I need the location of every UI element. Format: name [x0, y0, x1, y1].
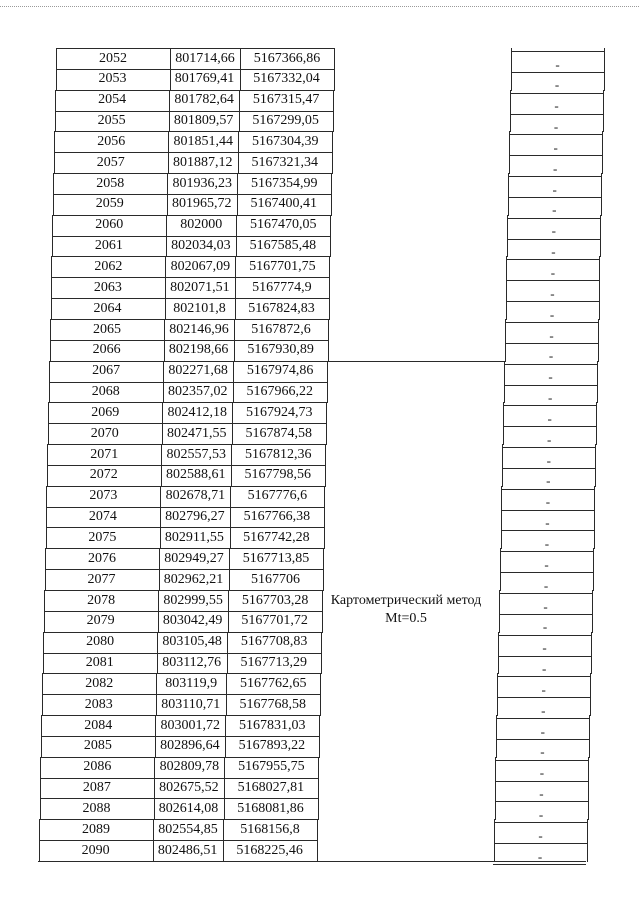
coordinate-x: 802949,27	[164, 550, 224, 566]
coordinate-y: 5167321,34	[251, 154, 318, 170]
coordinate-y: 5168081,86	[237, 800, 304, 816]
col-line-5	[604, 48, 605, 70]
point-number: 2061	[94, 238, 123, 254]
coordinate-x: 801936,23	[172, 175, 232, 191]
dash-cell: -	[554, 77, 560, 93]
coordinate-y: 5167774,9	[252, 279, 312, 295]
dash-cell: -	[544, 556, 549, 572]
col-line-3	[317, 840, 318, 862]
dash-cell: -	[555, 56, 560, 72]
col-line-3	[323, 569, 324, 591]
coordinate-y: 5167742,28	[243, 529, 310, 545]
point-number: 2068	[91, 384, 120, 400]
col-line-3	[331, 173, 332, 195]
coordinate-x: 802071,51	[170, 279, 230, 295]
point-number: 2089	[82, 821, 110, 837]
coordinate-y: 5168156,8	[240, 821, 300, 837]
col-line-3	[326, 402, 327, 424]
coordinate-y: 5167776,6	[247, 488, 308, 504]
col-line-3	[325, 465, 326, 487]
col-line-3	[332, 152, 333, 174]
col-line-3	[323, 548, 324, 570]
coordinate-x: 802554,85	[158, 821, 218, 837]
dash-row-line	[511, 51, 604, 52]
point-number: 2085	[83, 738, 112, 754]
dash-cell: -	[550, 285, 555, 301]
col-line-3	[318, 778, 319, 800]
dash-cell: -	[548, 390, 553, 406]
dash-cell: -	[547, 431, 552, 447]
col-line-3	[324, 527, 325, 549]
col-line-3	[329, 277, 330, 299]
coordinate-x: 802614,08	[158, 800, 219, 816]
coordinate-x: 802557,53	[166, 446, 227, 462]
col-line-3	[333, 90, 334, 112]
dash-cell: -	[542, 640, 547, 656]
dash-cell: -	[554, 98, 559, 114]
coordinate-y: 5167706	[251, 571, 300, 587]
col-line-3	[320, 694, 321, 716]
coordinate-y: 5167831,03	[239, 717, 306, 733]
coordinate-y: 5167304,39	[251, 133, 319, 149]
coordinate-y: 5167762,65	[239, 675, 307, 691]
point-number: 2059	[95, 196, 124, 212]
col-line-3	[333, 111, 334, 133]
coordinate-x: 802271,68	[168, 363, 228, 379]
point-number: 2065	[93, 321, 121, 337]
coordinate-x: 802034,03	[171, 238, 231, 254]
dash-cell: -	[538, 806, 544, 822]
col-line-3	[328, 340, 329, 362]
col-line-3	[334, 69, 335, 91]
coordinate-x: 803110,71	[161, 696, 221, 712]
dash-cell: -	[544, 535, 550, 551]
coordinate-y: 5167812,36	[245, 446, 312, 462]
coordinate-y: 5167713,29	[240, 655, 307, 671]
point-number: 2063	[93, 279, 122, 295]
coordinate-y: 5168225,46	[236, 842, 303, 858]
dash-cell: -	[548, 348, 554, 364]
coordinate-y: 5167874,58	[245, 425, 312, 441]
point-number: 2058	[96, 175, 125, 191]
point-number: 2073	[89, 488, 118, 504]
point-number: 2080	[86, 634, 115, 650]
dash-cell: -	[549, 327, 554, 343]
dash-cell: -	[542, 661, 547, 677]
coordinate-x: 803112,76	[162, 655, 222, 671]
coordinate-y: 5167703,28	[241, 592, 309, 608]
col-line-3	[330, 215, 331, 237]
dash-cell: -	[541, 681, 546, 697]
coordinate-x: 802796,27	[165, 509, 225, 525]
dash-cell: -	[548, 369, 553, 385]
dash-cell: -	[537, 848, 543, 864]
point-number: 2054	[98, 92, 127, 108]
coordinate-x: 802357,02	[167, 384, 228, 400]
coordinate-y: 5167955,75	[238, 759, 305, 775]
point-number: 2064	[93, 300, 122, 316]
dash-cell: -	[551, 244, 556, 260]
col-line-3	[319, 715, 320, 737]
coordinate-x: 802588,61	[166, 467, 226, 483]
dash-cell: -	[552, 181, 557, 197]
point-number: 2071	[90, 446, 119, 462]
point-number: 2060	[95, 217, 124, 233]
coordinate-x: 802000	[180, 217, 223, 233]
col-line-3	[328, 319, 329, 341]
col-line-3	[321, 653, 322, 675]
dash-cell: -	[550, 264, 556, 280]
coordinate-x: 802486,51	[157, 842, 218, 858]
dash-cell: -	[538, 827, 543, 843]
coordinate-y: 5167701,75	[249, 258, 316, 274]
point-number: 2074	[88, 509, 117, 525]
coordinate-x: 801887,12	[172, 154, 233, 170]
dash-cell: -	[545, 515, 550, 531]
point-number: 2053	[98, 71, 127, 87]
point-number: 2075	[88, 529, 117, 545]
point-number: 2083	[84, 696, 113, 712]
col-line-3	[321, 632, 322, 654]
coordinate-y: 5167400,41	[250, 196, 318, 212]
coordinate-y: 5167966,22	[246, 384, 313, 400]
col-line-3	[327, 361, 328, 383]
coordinate-x: 801809,57	[173, 113, 234, 129]
point-number: 2084	[84, 717, 113, 733]
coordinate-y: 5167713,85	[242, 550, 310, 566]
coordinate-x: 801965,72	[172, 196, 232, 212]
point-number: 2076	[88, 550, 116, 566]
coordinate-y: 5167872,6	[251, 321, 311, 337]
dash-cell: -	[551, 223, 556, 239]
coordinate-y: 5167930,89	[247, 342, 314, 358]
col-line-3	[325, 444, 326, 466]
coordinate-x: 802101,8	[173, 300, 226, 316]
coordinate-x: 802896,64	[160, 738, 220, 754]
coordinate-y: 5167893,22	[238, 738, 306, 754]
coordinate-x: 801782,64	[174, 92, 234, 108]
point-number: 2056	[97, 133, 126, 149]
coordinate-y: 5167315,47	[252, 92, 320, 108]
col-line-3	[327, 382, 328, 404]
coordinate-y: 5167585,48	[249, 238, 317, 254]
dash-cell: -	[546, 473, 551, 489]
point-number: 2052	[99, 50, 127, 66]
dash-cell: -	[553, 119, 559, 135]
col-line-3	[318, 798, 319, 820]
coordinate-y: 5167701,72	[241, 613, 308, 629]
coordinate-x: 802911,55	[164, 529, 224, 545]
point-number: 2088	[82, 800, 111, 816]
coordinate-x: 802962,21	[163, 571, 224, 587]
coordinate-x: 802198,66	[168, 342, 229, 358]
dash-cell: -	[540, 744, 545, 760]
point-number: 2055	[97, 113, 126, 129]
method-label: Картометрический метод	[330, 593, 482, 608]
point-number: 2090	[81, 842, 110, 858]
dash-cell: -	[546, 452, 551, 468]
dash-cell: -	[545, 494, 551, 510]
coordinate-y: 5167366,86	[253, 50, 321, 66]
coordinate-x: 803042,49	[162, 613, 223, 629]
col-line-3	[317, 819, 318, 841]
dash-cell: -	[552, 202, 557, 218]
coordinate-y: 5167470,05	[250, 217, 317, 233]
method-accuracy: Mt=0.5	[385, 611, 427, 626]
coordinate-y: 5167824,83	[248, 300, 315, 316]
col-line-3	[324, 507, 325, 529]
dash-cell: -	[541, 702, 546, 718]
dash-cell: -	[553, 160, 558, 176]
coordinate-y: 5167798,56	[244, 467, 312, 483]
point-number: 2077	[87, 571, 116, 587]
coordinate-x: 803001,72	[160, 717, 221, 733]
col-line-3	[319, 736, 320, 758]
point-number: 2066	[92, 342, 121, 358]
coordinate-x: 801851,44	[173, 133, 233, 149]
scan-edge	[0, 6, 639, 7]
dash-cell: -	[539, 765, 545, 781]
coordinate-x: 802999,55	[163, 592, 223, 608]
method-cell	[320, 592, 492, 628]
col-line-3	[324, 486, 325, 508]
dash-cell: -	[553, 139, 558, 155]
coordinate-x: 803105,48	[162, 634, 222, 650]
col-line-3	[329, 298, 330, 320]
col-line-3	[326, 423, 327, 445]
coordinate-x: 801769,41	[174, 71, 235, 87]
point-number: 2081	[85, 655, 114, 671]
col-line-3	[334, 48, 335, 70]
col-line-3	[331, 194, 332, 216]
col-line-3	[332, 131, 333, 153]
coordinate-y: 5167354,99	[250, 175, 318, 191]
coordinate-y: 5167924,73	[245, 404, 313, 420]
dash-cell: -	[539, 786, 544, 802]
coordinate-x: 802146,96	[169, 321, 229, 337]
point-number: 2070	[90, 425, 119, 441]
point-number: 2072	[89, 467, 118, 483]
coordinate-y: 5167768,58	[239, 696, 307, 712]
point-number: 2086	[83, 759, 112, 775]
point-number: 2078	[87, 592, 116, 608]
coordinate-x: 801714,66	[175, 50, 235, 66]
col-line-3	[318, 757, 319, 779]
coordinate-x: 802675,52	[159, 780, 219, 796]
coordinate-x: 802678,71	[165, 488, 226, 504]
coordinate-y: 5167974,86	[246, 363, 314, 379]
col-line-3	[329, 256, 330, 278]
col-line-3	[320, 673, 321, 695]
point-number: 2079	[86, 613, 115, 629]
coordinate-y: 5167766,38	[243, 509, 311, 525]
coordinate-y: 5168027,81	[237, 780, 305, 796]
dash-cell: -	[543, 598, 548, 614]
coordinate-y: 5167332,04	[253, 71, 320, 87]
dash-cell: -	[542, 619, 548, 635]
dash-cell: -	[540, 723, 545, 739]
coordinate-y: 5167299,05	[252, 113, 319, 129]
coordinate-x: 803119,9	[165, 675, 218, 691]
dash-cell: -	[543, 577, 549, 593]
point-number: 2069	[91, 404, 120, 420]
point-number: 2082	[85, 675, 114, 691]
point-number: 2067	[92, 363, 121, 379]
col-line-3	[330, 236, 331, 258]
coordinate-y: 5167708,83	[240, 634, 308, 650]
method-top-line	[327, 361, 504, 362]
point-number: 2087	[82, 780, 111, 796]
dash-cell: -	[549, 306, 555, 322]
point-number: 2057	[96, 154, 125, 170]
coordinate-x: 802067,09	[170, 258, 231, 274]
dash-cell: -	[547, 410, 552, 426]
coordinate-x: 802809,78	[159, 759, 220, 775]
coordinate-x: 802471,55	[166, 425, 227, 441]
coordinate-x: 802412,18	[167, 404, 227, 420]
point-number: 2062	[94, 258, 123, 274]
